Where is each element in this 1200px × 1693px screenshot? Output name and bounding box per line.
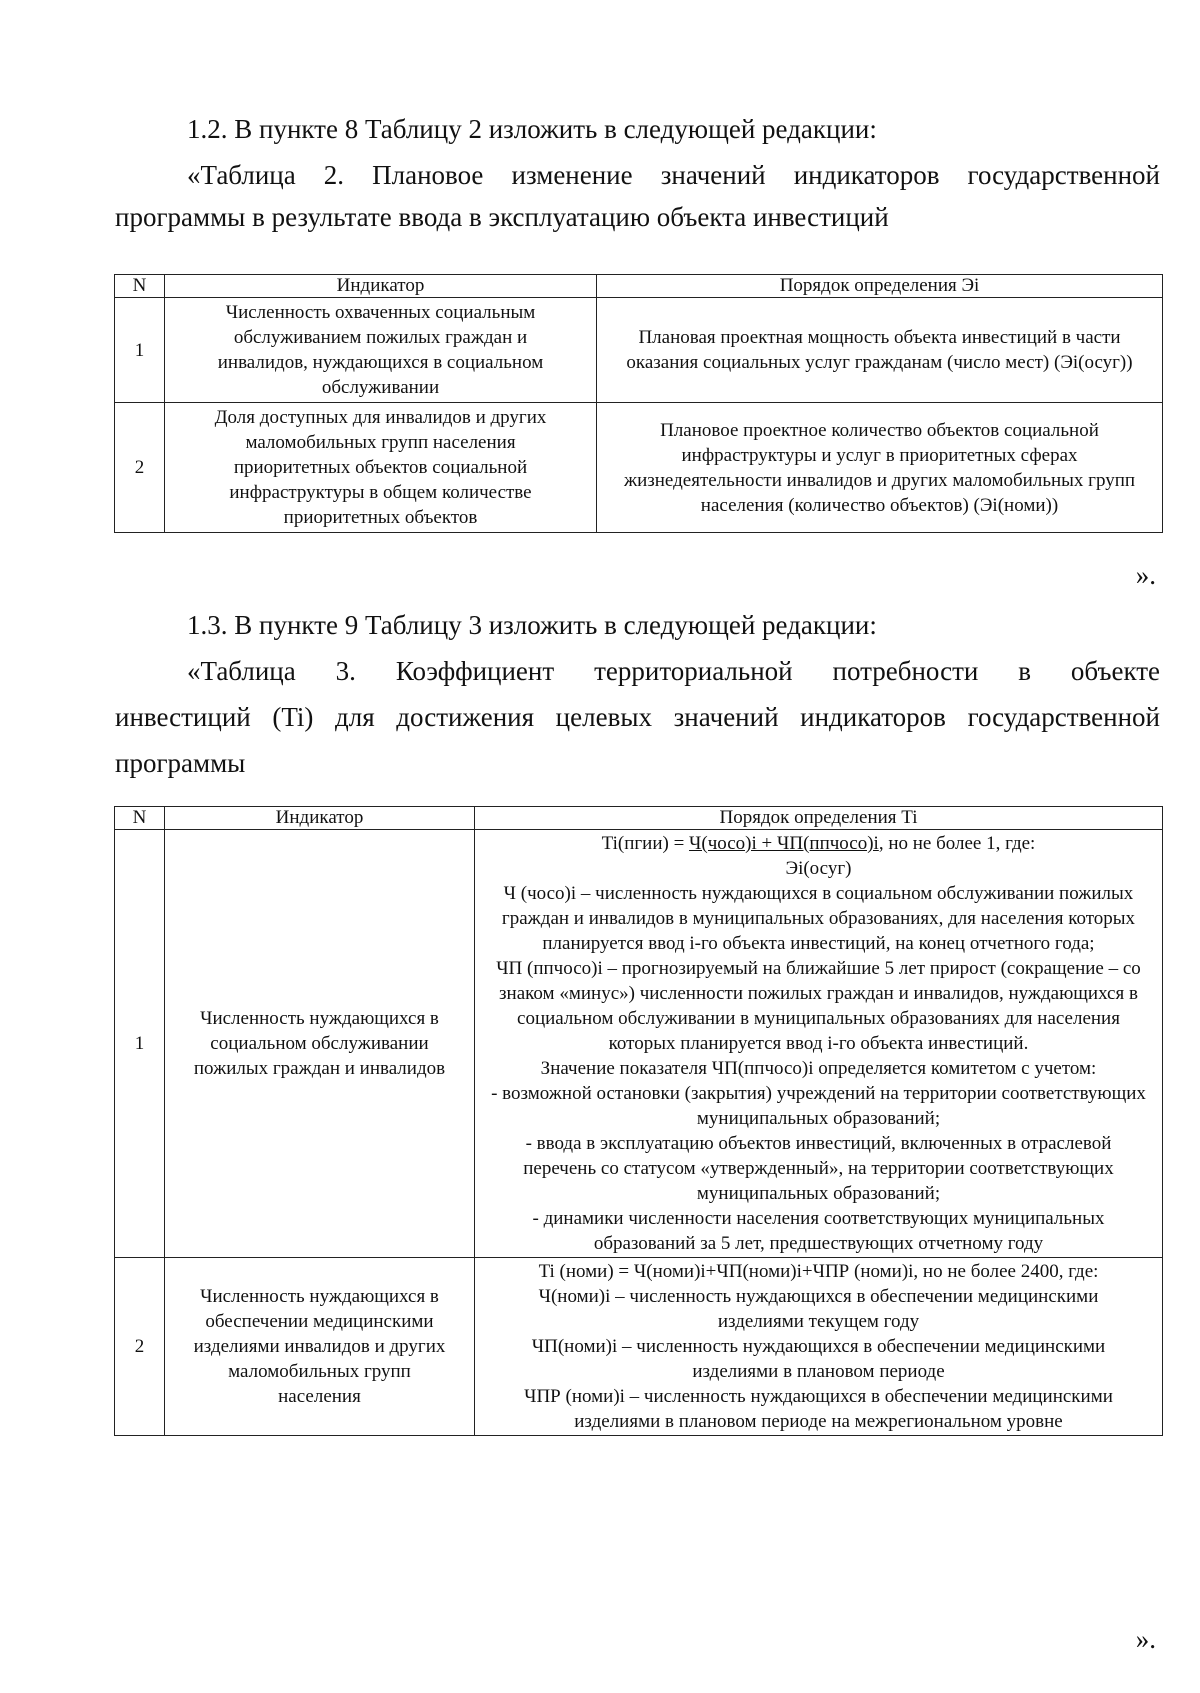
definition-line: Ч(номи)i – численность нуждающихся в обеспечении медицинскими изделиями текущем году xyxy=(538,1286,1099,1332)
table-row xyxy=(115,403,1163,533)
header-indicator: Индикатор xyxy=(165,807,475,830)
formula-prefix: Ti(пгии) = xyxy=(601,833,690,854)
procedure-cell xyxy=(475,1258,1163,1436)
procedure-cell: Плановая проектная мощность объекта инвестиций в части оказания социальных услуг гражданам (число мест) (Эi(осуг)) xyxy=(597,298,1163,403)
definition-line: ЧП(номи)i – численность нуждающихся в обеспечении медицинскими изделиями в плановом периоде xyxy=(531,1336,1106,1382)
procedure-cell xyxy=(475,830,1163,1258)
section-1-3-heading: 1.3. В пункте 9 Таблицу 3 изложить в следующей редакции: xyxy=(187,610,877,640)
table-row xyxy=(115,830,1163,1258)
header-n: N xyxy=(115,807,165,830)
row-number: 2 xyxy=(115,403,165,533)
header-n: N xyxy=(115,275,165,298)
table-row xyxy=(115,298,1163,403)
table-2-caption-line1: «Таблица 2. Плановое изменение значений индикаторов государственной xyxy=(187,160,1160,190)
header-indicator: Индикатор xyxy=(165,275,597,298)
procedure-cell: Плановое проектное количество объектов социальной инфраструктуры и услуг в приоритетных сферах жизнедеятельности инвалидов и других маломобильных групп населения (количество объектов) (Эi(номи)) xyxy=(597,403,1163,533)
definition-line: - ввода в эксплуатацию объектов инвестиций, включенных в отраслевой перечень со статусом «утвержденный», на территории соответствующих муниципальных образований; xyxy=(523,1133,1114,1204)
table-3 xyxy=(114,806,1163,1436)
table-3-closing-quote: ». xyxy=(1135,1624,1156,1654)
definition-line: - возможной остановки (закрытия) учреждений на территории соответствующих муниципальных образований; xyxy=(491,1083,1146,1129)
table-3-caption-line2: инвестиций (Ti) для достижения целевых значений индикаторов государственной xyxy=(115,702,1160,732)
table-header-row xyxy=(115,807,1163,830)
formula-suffix: , но не более 1, где: xyxy=(878,833,1036,854)
formula-line xyxy=(487,831,1150,856)
row-number: 1 xyxy=(115,830,165,1258)
row-number: 2 xyxy=(115,1258,165,1436)
formula-numerator: Ч(чосо)i + ЧП(ппчосо)i xyxy=(689,833,879,854)
definition-line: - динамики численности населения соответствующих муниципальных образований за 5 лет, предшествующих отчетному году xyxy=(532,1208,1105,1254)
formula-denominator: Эi(осуг) xyxy=(785,858,852,879)
header-procedure: Порядок определения Эi xyxy=(597,275,1163,298)
definition-line: Значение показателя ЧП(ппчосо)i определяется комитетом с учетом: xyxy=(540,1058,1097,1079)
section-1-2-heading: 1.2. В пункте 8 Таблицу 2 изложить в следующей редакции: xyxy=(187,114,877,144)
definition-line: Ч (чосо)i – численность нуждающихся в социальном обслуживании пожилых граждан и инвалидов в муниципальных образованиях, для населения которых планируется ввод i-го объекта инвестиций, на конец отчетного года; xyxy=(501,883,1136,954)
header-procedure: Порядок определения Ti xyxy=(475,807,1163,830)
table-2-caption-line2: программы в результате ввода в эксплуатацию объекта инвестиций xyxy=(115,202,889,232)
definition-line: ЧПР (номи)i – численность нуждающихся в обеспечении медицинскими изделиями в плановом периоде на межрегиональном уровне xyxy=(524,1386,1113,1432)
table-header-row xyxy=(115,275,1163,298)
table-row xyxy=(115,1258,1163,1436)
table-2 xyxy=(114,274,1163,533)
indicator-cell: Доля доступных для инвалидов и других маломобильных групп населения приоритетных объектов социальной инфраструктуры в общем количестве приоритетных объектов xyxy=(165,403,597,533)
indicator-cell: Численность нуждающихся в социальном обслуживании пожилых граждан и инвалидов xyxy=(165,830,475,1258)
row-number: 1 xyxy=(115,298,165,403)
definition-line: ЧП (ппчосо)i – прогнозируемый на ближайшие 5 лет прирост (сокращение – со знаком «минус») численности пожилых граждан и инвалидов, нуждающихся в социальном обслуживании в муниципальных образованиях для населения которых планируется ввод i-го объекта инвестиций. xyxy=(496,958,1141,1054)
table-2-closing-quote: ». xyxy=(1135,560,1156,590)
indicator-cell: Численность нуждающихся в обеспечении медицинскими изделиями инвалидов и других маломобильных групп населения xyxy=(165,1258,475,1436)
indicator-cell: Численность охваченных социальным обслуживанием пожилых граждан и инвалидов, нуждающихся в социальном обслуживании xyxy=(165,298,597,403)
table-3-caption-line3: программы xyxy=(115,748,246,778)
formula-line: Ti (номи) = Ч(номи)i+ЧП(номи)i+ЧПР (номи)i, но не более 2400, где: xyxy=(538,1261,1099,1282)
table-3-caption-line1: «Таблица 3. Коэффициент территориальной потребности в объекте xyxy=(187,656,1160,686)
